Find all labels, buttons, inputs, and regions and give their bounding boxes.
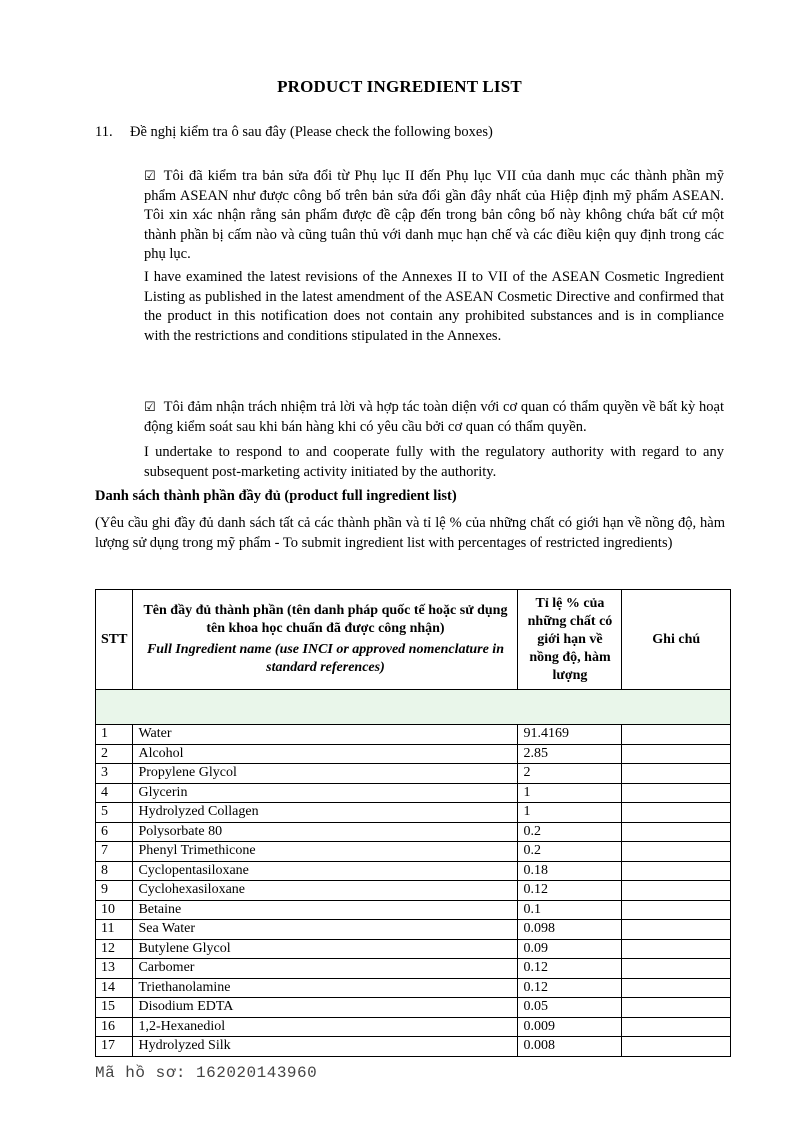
file-code: Mã hồ sơ: 162020143960	[95, 1064, 318, 1082]
cell-note	[622, 783, 731, 803]
cell-stt: 7	[96, 842, 133, 862]
table-row	[96, 1037, 731, 1057]
cell-percent: 0.12	[518, 959, 622, 979]
section-11	[95, 124, 493, 141]
cell-name: Butylene Glycol	[133, 939, 518, 959]
cell-percent: 0.05	[518, 998, 622, 1018]
cell-note	[622, 744, 731, 764]
cell-name: Phenyl Trimethicone	[133, 842, 518, 862]
section-number: 11.	[95, 124, 113, 140]
declaration-2-vi	[144, 398, 724, 437]
cell-stt: 9	[96, 881, 133, 901]
table-row	[96, 803, 731, 823]
cell-stt: 1	[96, 725, 133, 745]
table-row	[96, 1017, 731, 1037]
cell-stt: 10	[96, 900, 133, 920]
cell-note	[622, 764, 731, 784]
table-row	[96, 900, 731, 920]
table-row	[96, 764, 731, 784]
cell-percent: 0.008	[518, 1037, 622, 1057]
cell-note	[622, 803, 731, 823]
cell-stt: 2	[96, 744, 133, 764]
cell-note	[622, 842, 731, 862]
table-row	[96, 725, 731, 745]
cell-note	[622, 900, 731, 920]
cell-note	[622, 881, 731, 901]
table-row	[96, 978, 731, 998]
table-row	[96, 998, 731, 1018]
cell-percent: 1	[518, 803, 622, 823]
cell-stt: 6	[96, 822, 133, 842]
cell-stt: 12	[96, 939, 133, 959]
declaration-2-vi-text: Tôi đảm nhận trách nhiệm trả lời và hợp tác toàn diện với cơ quan có thẩm quyền về bất kỳ hoạt động kiểm soát sau khi bán hàng khi có yêu cầu bởi cơ quan có thẩm quyền.	[144, 399, 724, 435]
cell-note	[622, 978, 731, 998]
cell-name: Hydrolyzed Silk	[133, 1037, 518, 1057]
declaration-2-en: I undertake to respond to and cooperate fully with the regulatory authority with regard to any subsequent post-marketing activity initiated by the authority.	[144, 444, 724, 480]
cell-name: Hydrolyzed Collagen	[133, 803, 518, 823]
cell-stt: 13	[96, 959, 133, 979]
cell-percent: 0.098	[518, 920, 622, 940]
header-name	[133, 590, 518, 690]
cell-stt: 15	[96, 998, 133, 1018]
checked-box-icon: ☑	[144, 169, 156, 184]
document-title: PRODUCT INGREDIENT LIST	[277, 77, 522, 96]
cell-stt: 8	[96, 861, 133, 881]
cell-percent: 0.09	[518, 939, 622, 959]
cell-name: Triethanolamine	[133, 978, 518, 998]
ingredient-list-note: (Yêu cầu ghi đầy đủ danh sách tất cả các thành phần và tỉ lệ % của những chất có giới hạn về nồng độ, hàm lượng sử dụng trong mỹ phẩm - To submit ingredient list with percentages of restricted ingredients)	[95, 515, 725, 551]
cell-note	[622, 725, 731, 745]
header-name-vi: Tên đầy đủ thành phần (tên danh pháp quốc tế hoặc sử dụng tên khoa học chuẩn đã được công nhận)	[143, 603, 508, 636]
table-header-row	[96, 590, 731, 690]
table-row	[96, 881, 731, 901]
table-row	[96, 959, 731, 979]
cell-note	[622, 920, 731, 940]
ingredient-list-heading: Danh sách thành phần đầy đủ (product full ingredient list)	[95, 488, 457, 504]
section-11-text: Đề nghị kiểm tra ô sau đây (Please check the following boxes)	[130, 124, 493, 140]
cell-stt: 14	[96, 978, 133, 998]
table-row	[96, 842, 731, 862]
cell-note	[622, 1037, 731, 1057]
cell-percent: 0.2	[518, 822, 622, 842]
cell-percent: 0.18	[518, 861, 622, 881]
cell-stt: 17	[96, 1037, 133, 1057]
cell-percent: 0.1	[518, 900, 622, 920]
cell-percent: 0.009	[518, 1017, 622, 1037]
cell-name: 1,2-Hexanediol	[133, 1017, 518, 1037]
cell-note	[622, 998, 731, 1018]
table-row	[96, 822, 731, 842]
table-row	[96, 861, 731, 881]
cell-name: Betaine	[133, 900, 518, 920]
declaration-1-vi-text: Tôi đã kiểm tra bản sửa đổi từ Phụ lục II đến Phụ lục VII của danh mục các thành phần mỹ phẩm ASEAN như được công bố trên bản sửa đổi gần đây nhất của Hiệp định mỹ phẩm ASEAN. Tôi xin xác nhận rằng sản phẩm được đề cập đến trong bản công bố này không chứa bất cứ một thành phần bị cấm nào và cũng tuân thủ với danh mục hạn chế và các điều kiện quy định trong các phụ lục.	[144, 168, 724, 262]
cell-note	[622, 822, 731, 842]
header-percent: Tỉ lệ % của những chất có giới hạn về nồng độ, hàm lượng	[518, 590, 622, 690]
cell-name: Cyclopentasiloxane	[133, 861, 518, 881]
cell-note	[622, 939, 731, 959]
cell-percent: 0.12	[518, 978, 622, 998]
table-row	[96, 939, 731, 959]
cell-name: Cyclohexasiloxane	[133, 881, 518, 901]
spacer-cell	[96, 690, 731, 725]
cell-stt: 4	[96, 783, 133, 803]
cell-stt: 5	[96, 803, 133, 823]
cell-stt: 11	[96, 920, 133, 940]
cell-note	[622, 861, 731, 881]
cell-percent: 0.2	[518, 842, 622, 862]
cell-name: Alcohol	[133, 744, 518, 764]
cell-stt: 3	[96, 764, 133, 784]
header-note: Ghi chú	[622, 590, 731, 690]
cell-name: Water	[133, 725, 518, 745]
cell-name: Glycerin	[133, 783, 518, 803]
ingredient-table	[95, 589, 731, 1057]
table-row	[96, 783, 731, 803]
cell-name: Polysorbate 80	[133, 822, 518, 842]
table-body	[96, 725, 731, 1057]
checked-box-icon: ☑	[144, 400, 156, 415]
cell-name: Sea Water	[133, 920, 518, 940]
cell-name: Disodium EDTA	[133, 998, 518, 1018]
table-row	[96, 920, 731, 940]
declaration-1-en: I have examined the latest revisions of the Annexes II to VII of the ASEAN Cosmetic Ingredient Listing as published in the latest amendment of the ASEAN Cosmetic Directive and confirmed that the product in this notification does not contain any prohibited substances and is in compliance with the restrictions and conditions stipulated in the Annexes.	[144, 269, 724, 344]
cell-stt: 16	[96, 1017, 133, 1037]
cell-note	[622, 1017, 731, 1037]
cell-note	[622, 959, 731, 979]
header-name-en: Full Ingredient name (use INCI or approved nomenclature in standard references)	[146, 642, 504, 675]
cell-percent: 1	[518, 783, 622, 803]
table-spacer-row	[96, 690, 731, 725]
cell-percent: 91.4169	[518, 725, 622, 745]
cell-name: Propylene Glycol	[133, 764, 518, 784]
cell-percent: 2.85	[518, 744, 622, 764]
declaration-1-vi	[144, 167, 724, 265]
header-stt: STT	[96, 590, 133, 690]
cell-name: Carbomer	[133, 959, 518, 979]
cell-percent: 0.12	[518, 881, 622, 901]
table-row	[96, 744, 731, 764]
cell-percent: 2	[518, 764, 622, 784]
